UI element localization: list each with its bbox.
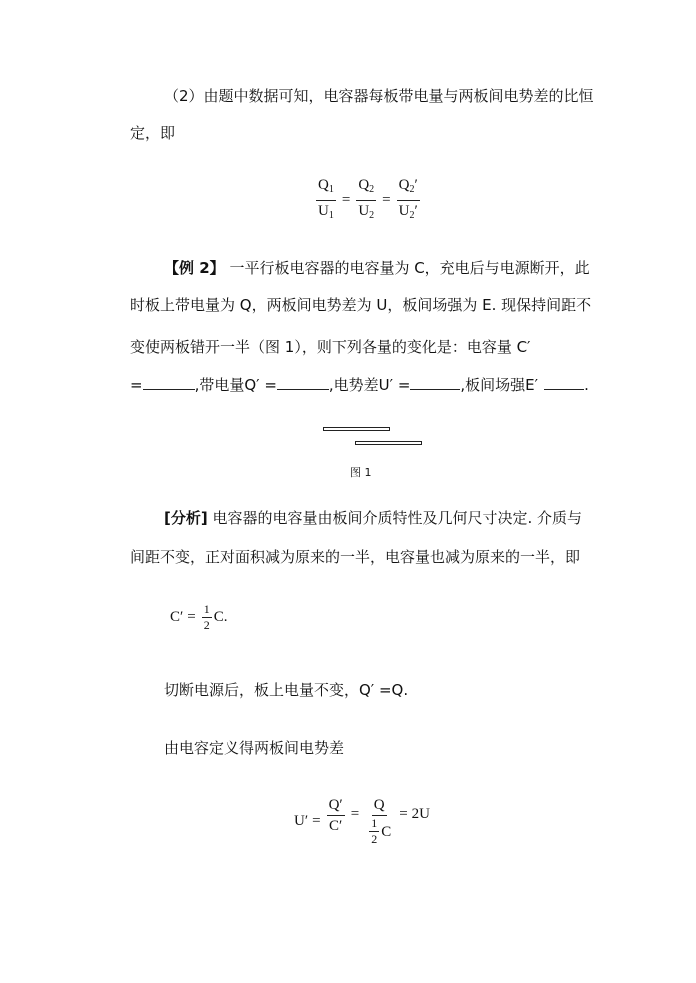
example-line2: 时板上带电量为 Q，两板间电势差为 U，板间场强为 E. 现保持间距不 [130,296,592,314]
numerator: 1 [371,816,378,830]
symbol-c: C. [213,609,228,625]
equals-sign: = [350,806,360,822]
subscript: 2 [409,210,415,221]
subscript: 1 [328,210,334,221]
fraction-q1-u1 [316,176,336,225]
analysis-label: [分析] [164,509,208,527]
fraction-one-half [202,603,212,632]
equals-sign: = [382,192,391,208]
equation-new-voltage [294,796,430,846]
charge-question-text: ,带电量Q′ = [194,376,277,394]
fraction-q2-u2 [356,176,376,225]
period-text: . [584,376,589,394]
subscript: 2 [369,184,375,195]
capacitor-plate-top [323,427,390,431]
numerator: 1 [203,602,210,616]
denominator-half-c [365,816,393,846]
symbol-u: U [358,203,370,219]
symbol-u: U [318,203,329,219]
denominator: 2 [203,618,210,632]
denominator: 2 [371,832,378,846]
blank-voltage [410,375,460,390]
blank-field [544,375,584,390]
numerator: Q′ [327,796,345,816]
analysis-line2: 间距不变，正对面积减为原来的一半，电容量也减为原来的一半，即 [130,548,581,566]
equals-text: = [130,376,143,394]
example-line1 [164,258,590,278]
fraction-q2p-u2p [397,176,420,225]
denominator: C′ [329,818,343,834]
fraction-one-half [369,817,379,846]
analysis-line1-text: 电容器的电容量由板间介质特性及几何尺寸决定. 介质与 [207,509,583,527]
blank-capacitance [143,375,195,390]
result-2u: 2U [411,806,431,822]
blank-charge [277,375,329,390]
example-line3: 变使两板错开一半（图 1），则下列各量的变化是：电容量 C′ [130,338,531,356]
equals-sign: = [341,192,351,208]
equation-capacitance-ratio [314,176,422,225]
symbol-c-prime: C′ [170,609,184,625]
field-question-text: ,板间场强E′ [460,376,539,394]
sentence-charge-unchanged: 切断电源后，板上电量不变，Q′ =Q. [164,681,409,699]
prime: ′ [414,177,418,193]
figure-caption: 图 1 [350,466,372,479]
fraction-q-over-half-c [365,796,393,846]
equals-sign: = [312,812,321,829]
part2-line2: 定，即 [130,124,176,142]
analysis-line1 [164,508,582,528]
example-label: 【例 2】 [164,259,225,277]
capacitor-plate-bottom [355,441,422,445]
symbol-u-prime: U′ [294,812,309,829]
symbol-c: C [381,823,392,840]
voltage-question-text: ,电势差U′ = [328,376,411,394]
part2-line1: （2）由题中数据可知，电容器每板带电量与两板间电势差的比恒 [164,87,594,105]
sentence-voltage-intro: 由电容定义得两板间电势差 [164,739,345,757]
symbol-q: Q [318,177,329,193]
subscript: 2 [409,184,415,195]
numerator: Q [372,796,387,816]
subscript: 2 [369,210,375,221]
fraction-q-over-c [327,796,345,835]
equals-sign: = [399,806,408,822]
example-line1-text: 一平行板电容器的电容量为 C，充电后与电源断开，此 [224,259,590,277]
symbol-u: U [398,203,410,219]
equation-new-capacitance [170,603,228,632]
symbol-q: Q [358,177,370,193]
symbol-q: Q [398,177,410,193]
prime: ′ [414,203,418,219]
subscript: 1 [328,184,334,195]
example-questions [130,375,589,395]
equals-sign: = [187,609,196,625]
